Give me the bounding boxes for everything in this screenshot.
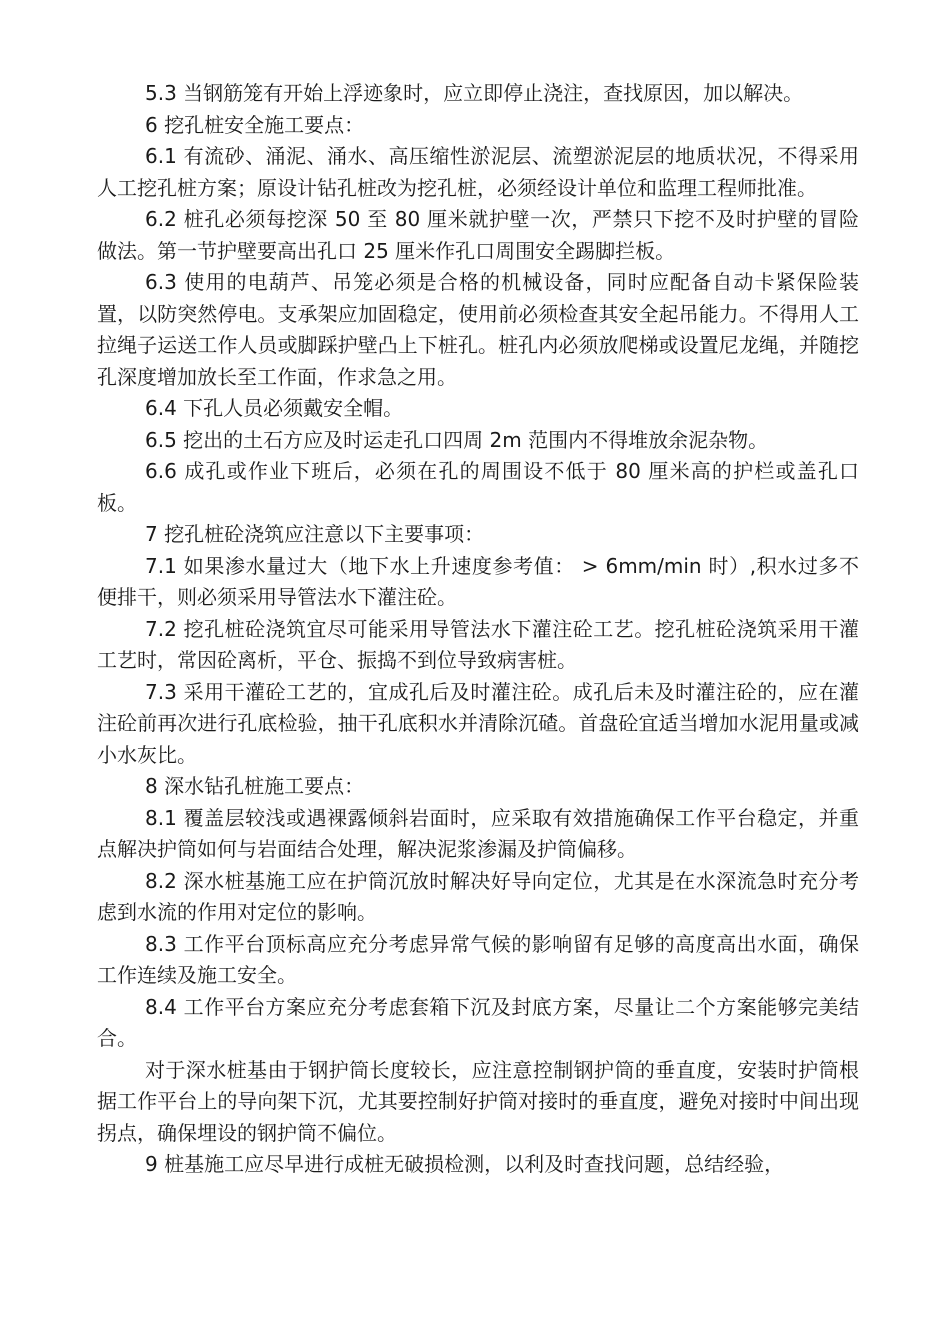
paragraph-8-4: 8.4 工作平台方案应充分考虑套箱下沉及封底方案，尽量让二个方案能够完美结合。	[97, 994, 859, 1050]
paragraph-7-3: 7.3 采用干灌砼工艺的，宜成孔后及时灌注砼。成孔后未及时灌注砼的，应在灌注砼前再次进行孔底检验，抽干孔底积水并清除沉碴。首盘砼宜适当增加水泥用量或减小水灰比。	[97, 679, 859, 767]
paragraph-6-1: 6.1 有流砂、涌泥、涌水、高压缩性淤泥层、流塑淤泥层的地质状况，不得采用人工挖孔桩方案；原设计钻孔桩改为挖孔桩，必须经设计单位和监理工程师批准。	[97, 144, 859, 200]
section-heading-8: 8 深水钻孔桩施工要点：	[145, 774, 365, 798]
paragraph-7-1: 7.1 如果渗水量过大（地下水上升速度参考值： > 6mm/min 时）,积水过多不便排干，则必须采用导管法水下灌注砼。	[97, 553, 859, 609]
section-heading-6: 6 挖孔桩安全施工要点：	[145, 112, 365, 137]
paragraph-6-3: 6.3 使用的电葫芦、吊笼必须是合格的机械设备，同时应配备自动卡紧保险装置，以防突然停电。支承架应加固稳定，使用前必须检查其安全起吊能力。不得用人工拉绳子运送工作人员或脚踩护壁凸上下桩孔。桩孔内必须放爬梯或设置尼龙绳，并随挖孔深度增加放长至工作面，作求急之用。	[97, 270, 859, 389]
paragraph-5-3: 5.3 当钢筋笼有开始上浮迹象时，应立即停止浇注，查找原因，加以解决。	[145, 81, 804, 105]
paragraph-6-6: 6.6 成孔或作业下班后，必须在孔的周围设不低于 80 厘米高的护栏或盖孔口板。	[97, 459, 859, 515]
paragraph-8-2: 8.2 深水桩基施工应在护筒沉放时解决好导向定位，尤其是在水深流急时充分考虑到水流的作用对定位的影响。	[97, 868, 859, 924]
paragraph-9: 9 桩基施工应尽早进行成桩无破损检测，以利及时查找问题，总结经验，	[145, 1152, 785, 1176]
paragraph-6-5: 6.5 挖出的土石方应及时运走孔口四周 2m 范围内不得堆放余泥杂物。	[145, 427, 769, 452]
paragraph-7-2: 7.2 挖孔桩砼浇筑宜尽可能采用导管法水下灌注砼工艺。挖孔桩砼浇筑采用干灌工艺时，常因砼离析，平仓、振捣不到位导致病害桩。	[97, 616, 859, 672]
paragraph-8-3: 8.3 工作平台顶标高应充分考虑异常气候的影响留有足够的高度高出水面，确保工作连续及施工安全。	[97, 931, 859, 987]
paragraph-deep-water-casing: 对于深水桩基由于钢护筒长度较长，应注意控制钢护筒的垂直度，安装时护筒根据工作平台上的导向架下沉，尤其要控制好护筒对接时的垂直度，避免对接时中间出现拐点，确保埋设的钢护筒不偏位。	[97, 1057, 859, 1145]
section-heading-7: 7 挖孔桩砼浇筑应注意以下主要事项：	[145, 522, 485, 546]
paragraph-6-4: 6.4 下孔人员必须戴安全帽。	[145, 396, 404, 420]
paragraph-8-1: 8.1 覆盖层较浅或遇裸露倾斜岩面时，应采取有效措施确保工作平台稳定，并重点解决护筒如何与岩面结合处理，解决泥浆渗漏及护筒偏移。	[97, 805, 859, 861]
document-body	[97, 78, 859, 1181]
paragraph-6-2: 6.2 桩孔必须每挖深 50 至 80 厘米就护壁一次，严禁只下挖不及时护壁的冒险做法。第一节护壁要高出孔口 25 厘米作孔口周围安全踢脚拦板。	[97, 207, 859, 263]
